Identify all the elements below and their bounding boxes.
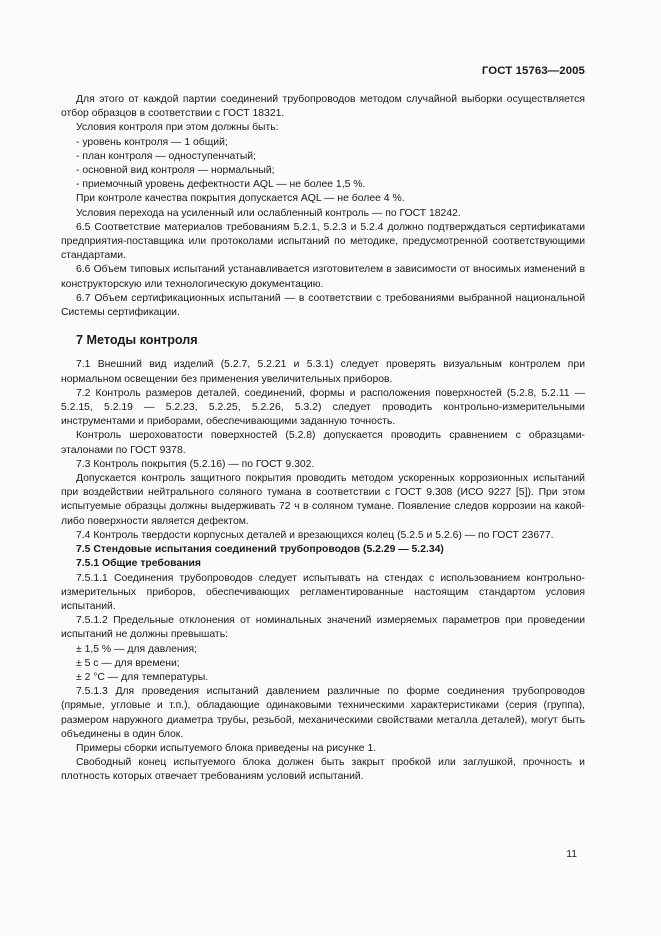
list-item: - основной вид контроля — нормальный; — [76, 165, 275, 177]
page-number: 11 — [566, 849, 577, 860]
body-text — [61, 93, 585, 785]
paragraph: Условия контроля при этом должны быть: — [76, 122, 279, 134]
paragraph: При контроле качества покрытия допускается AQL — не более 4 %. — [76, 193, 405, 205]
standard-header: ГОСТ 15763—2005 — [481, 65, 585, 77]
paragraph: 7.5.1 Общие требования — [76, 558, 201, 570]
paragraph: 7.5 Стендовые испытания соединений трубопроводов (5.2.29 — 5.2.34) — [76, 544, 444, 556]
paragraph: 7.3 Контроль покрытия (5.2.16) — по ГОСТ 9.302. — [76, 458, 315, 470]
paragraph: 7.5.1.3 Для проведения испытаний давлением различные по форме соединения трубопроводов (прямые, угловые и т.п.), обладающие одинаковыми техническими характеристиками (серия (группа), размером наружного диаметра трубы, резьбой, механическими свойствами металла деталей), могут быть объединены в один блок. — [61, 686, 585, 740]
paragraph: 6.5 Соответствие материалов требованиям 5.2.1, 5.2.3 и 5.2.4 должно подтверждаться сертификатами предприятия-поставщика или протоколами испытаний по методике, предусмотренной соответствующими стандартами. — [61, 221, 585, 262]
list-item: - план контроля — одноступенчатый; — [76, 150, 256, 162]
paragraph: Примеры сборки испытуемого блока приведены на рисунке 1. — [76, 742, 377, 754]
list-item: - уровень контроля — 1 общий; — [76, 136, 228, 148]
paragraph: 7.5.1.1 Соединения трубопроводов следует испытывать на стендах с использованием контрольно-измерительных приборов, обеспечивающих регламентированные настоящим стандартом условия испытаний. — [61, 572, 585, 612]
list-item: ± 5 с — для времени; — [76, 657, 180, 669]
section-heading: 7 Методы контроля — [76, 333, 198, 348]
paragraph: 7.1 Внешний вид изделий (5.2.7, 5.2.21 и 5.3.1) следует проверять визуальным контролем при нормальном освещении без применения увеличительных приборов. — [61, 359, 585, 385]
paragraph: 7.2 Контроль размеров деталей, соединений, формы и расположения поверхностей (5.2.8, 5.2.11 — 5.2.15, 5.2.19 — 5.2.23, 5.2.25, 5.2.26, 5.3.2) следует проводить контрольно-измерительными инструментами и приборами, обеспечивающими заданную точность. — [61, 387, 585, 428]
paragraph: 6.7 Объем сертификационных испытаний — в соответствии с требованиями выбранной национальной Системы сертификации. — [61, 292, 585, 319]
paragraph: 7.4 Контроль твердости корпусных деталей и врезающихся колец (5.2.5 и 5.2.6) — по ГОСТ 23677. — [76, 529, 554, 541]
list-item: ± 2 °С — для температуры. — [76, 671, 209, 683]
paragraph: Условия перехода на усиленный или ослабленный контроль — по ГОСТ 18242. — [76, 207, 461, 219]
paragraph: Свободный конец испытуемого блока должен быть закрыт пробкой или заглушкой, прочность и плотность которых отвечает требованиям условий испытаний. — [61, 757, 585, 783]
paragraph: Для этого от каждой партии соединений трубопроводов методом случайной выборки осуществляется отбор образцов в соответствии с ГОСТ 18321. — [61, 94, 585, 120]
paragraph: 6.6 Объем типовых испытаний устанавливается изготовителем в зависимости от вносимых изменений в конструкторскую или технологическую документацию. — [61, 264, 585, 290]
paragraph: Контроль шероховатости поверхностей (5.2.8) допускается проводить сравнением с образцами-эталонами по ГОСТ 9378. — [61, 430, 585, 456]
paragraph: 7.5.1.2 Предельные отклонения от номинальных значений измеряемых параметров при проведении испытаний не должны превышать: — [61, 615, 585, 641]
list-item: ± 1,5 % — для давления; — [76, 643, 197, 655]
list-item: - приемочный уровень дефектности AQL — не более 1,5 %. — [76, 179, 366, 191]
paragraph: Допускается контроль защитного покрытия проводить методом ускоренных коррозионных испытаний при воздействии нейтрального соляного тумана в соответствии с ГОСТ 9.308 (ИСО 9227 [5]). При этом испытуемые образцы должны выдерживать 72 ч в соляном тумане. Появление следов коррозии на какой-либо поверхности является дефектом. — [61, 473, 585, 527]
